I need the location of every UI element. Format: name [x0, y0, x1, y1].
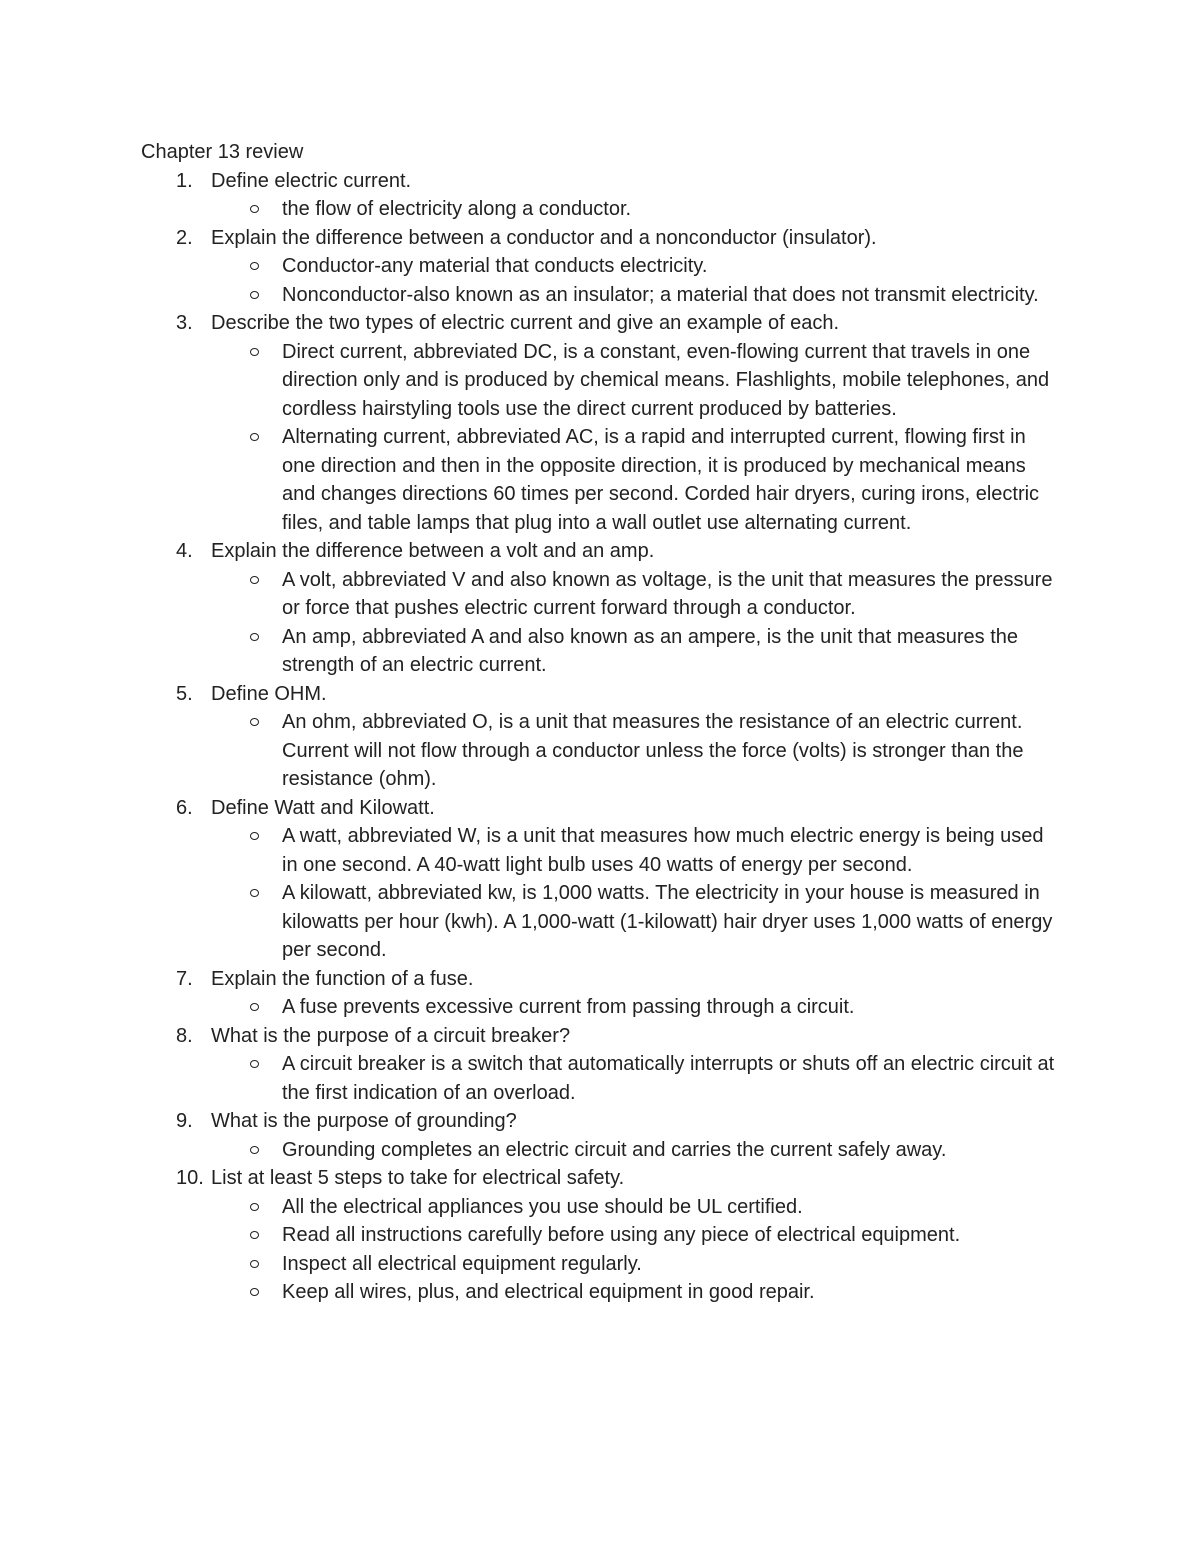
hollow-circle-bullet-icon: [250, 576, 259, 584]
question-text: Define OHM.: [211, 682, 327, 705]
hollow-circle-bullet-icon: [250, 1203, 259, 1211]
hollow-circle-bullet-icon: [250, 1060, 259, 1068]
question-item: [141, 680, 1061, 794]
answer-list: [211, 1193, 1061, 1307]
answer-list: [211, 252, 1061, 309]
answer-item: [211, 1050, 1061, 1107]
question-number: 5.: [176, 682, 193, 705]
answer-list: [211, 195, 1061, 224]
question-text: What is the purpose of a circuit breaker?: [211, 1024, 571, 1047]
hollow-circle-bullet-icon: [250, 1003, 259, 1011]
answer-item: [211, 708, 1061, 794]
hollow-circle-bullet-icon: [250, 633, 259, 641]
answer-text: Read all instructions carefully before using any piece of electrical equipment.: [282, 1224, 961, 1246]
question-number: 3.: [176, 312, 193, 334]
hollow-circle-bullet-icon: [250, 718, 259, 726]
question-text: Define Watt and Kilowatt.: [211, 796, 435, 819]
question-text: Define electric current.: [211, 169, 412, 192]
answer-text: All the electrical appliances you use should be UL certified.: [282, 1195, 803, 1218]
answer-list: [211, 708, 1061, 794]
answer-text: A volt, abbreviated V and also known as voltage, is the unit that measures the pressure or force that pushes electric current forward through a conductor.: [282, 568, 1053, 619]
question-item: [141, 1164, 1061, 1307]
answer-item: [211, 623, 1061, 680]
answer-text: Nonconductor-also known as an insulator; a material that does not transmit electricity.: [282, 283, 1039, 306]
answer-list: [211, 1050, 1061, 1107]
answer-item: [211, 993, 1061, 1022]
answer-list: [211, 822, 1061, 965]
answer-text: Direct current, abbreviated DC, is a constant, even-flowing current that travels in one direction only and is produced by chemical means. Flashlights, mobile telephones, and cordless hairstyling tools use the direct current produced by batteries.: [282, 340, 1050, 420]
answer-text: A circuit breaker is a switch that automatically interrupts or shuts off an electric circuit at the first indication of an overload.: [282, 1053, 1055, 1104]
answer-text: Alternating current, abbreviated AC, is a rapid and interrupted current, flowing first in one direction and then in the opposite direction, it is produced by mechanical means and changes directions 60 times per second. Corded hair dryers, curing irons, electric files, and table lamps that plug into a wall outlet use alternating current.: [282, 426, 1040, 534]
question-number: 2.: [176, 226, 193, 249]
hollow-circle-bullet-icon: [250, 348, 259, 356]
question-text: List at least 5 steps to take for electrical safety.: [211, 1167, 625, 1189]
hollow-circle-bullet-icon: [250, 889, 259, 897]
question-item: [141, 537, 1061, 680]
question-item: [141, 309, 1061, 537]
hollow-circle-bullet-icon: [250, 832, 259, 840]
question-item: [141, 794, 1061, 965]
question-number: 1.: [176, 169, 193, 192]
answer-item: [211, 338, 1061, 424]
answer-item: [211, 281, 1061, 310]
question-number: 9.: [176, 1110, 193, 1132]
hollow-circle-bullet-icon: [250, 205, 259, 213]
question-item: [141, 965, 1061, 1022]
answer-text: Keep all wires, plus, and electrical equipment in good repair.: [282, 1281, 815, 1303]
answer-text: A fuse prevents excessive current from passing through a circuit.: [282, 996, 855, 1018]
hollow-circle-bullet-icon: [250, 1288, 259, 1296]
question-item: [141, 1107, 1061, 1164]
answer-item: [211, 1221, 1061, 1250]
answer-text: An amp, abbreviated A and also known as an ampere, is the unit that measures the strength of an electric current.: [282, 625, 1019, 676]
document-title: Chapter 13 review: [141, 141, 304, 163]
answer-list: [211, 1136, 1061, 1165]
answer-text: Inspect all electrical equipment regularly.: [282, 1252, 642, 1275]
question-text: Explain the difference between a volt and an amp.: [211, 540, 655, 562]
answer-item: [211, 1250, 1061, 1279]
answer-text: Grounding completes an electric circuit and carries the current safely away.: [282, 1138, 947, 1161]
answer-text: A kilowatt, abbreviated kw, is 1,000 watts. The electricity in your house is measured in kilowatts per hour (kwh). A 1,000-watt (1-kilowatt) hair dryer uses 1,000 watts of energy per second.: [282, 882, 1053, 961]
answer-list: [211, 566, 1061, 680]
answer-item: [211, 1278, 1061, 1307]
question-number: 6.: [176, 796, 193, 819]
answer-item: [211, 1136, 1061, 1165]
answer-list: [211, 993, 1061, 1022]
question-text: What is the purpose of grounding?: [211, 1110, 517, 1132]
answer-item: [211, 1193, 1061, 1222]
answer-item: [211, 879, 1061, 965]
answer-item: [211, 566, 1061, 623]
answer-text: Conductor-any material that conducts electricity.: [282, 255, 708, 277]
hollow-circle-bullet-icon: [250, 433, 259, 441]
question-number: 7.: [176, 967, 193, 990]
answer-text: An ohm, abbreviated O, is a unit that measures the resistance of an electric current. Current will not flow through a conductor unless the force (volts) is stronger than the resistance (ohm).: [282, 711, 1024, 790]
answer-item: [211, 822, 1061, 879]
hollow-circle-bullet-icon: [250, 1146, 259, 1154]
hollow-circle-bullet-icon: [250, 262, 259, 270]
question-number: 4.: [176, 540, 193, 562]
question-number: 10.: [176, 1167, 204, 1189]
question-item: [141, 1022, 1061, 1108]
answer-item: [211, 252, 1061, 281]
hollow-circle-bullet-icon: [250, 291, 259, 299]
question-text: Describe the two types of electric current and give an example of each.: [211, 312, 840, 334]
question-list: [141, 167, 1061, 1307]
hollow-circle-bullet-icon: [250, 1231, 259, 1239]
question-item: [141, 224, 1061, 310]
answer-item: [211, 423, 1061, 537]
question-text: Explain the difference between a conductor and a nonconductor (insulator).: [211, 226, 877, 249]
answer-text: the flow of electricity along a conductor.: [282, 198, 632, 220]
question-text: Explain the function of a fuse.: [211, 967, 474, 990]
question-item: [141, 167, 1061, 224]
answer-list: [211, 338, 1061, 538]
answer-text: A watt, abbreviated W, is a unit that measures how much electric energy is being used in one second. A 40-watt light bulb uses 40 watts of energy per second.: [282, 825, 1044, 876]
document-content: [141, 138, 1061, 1307]
answer-item: [211, 195, 1061, 224]
hollow-circle-bullet-icon: [250, 1260, 259, 1268]
question-number: 8.: [176, 1024, 193, 1047]
